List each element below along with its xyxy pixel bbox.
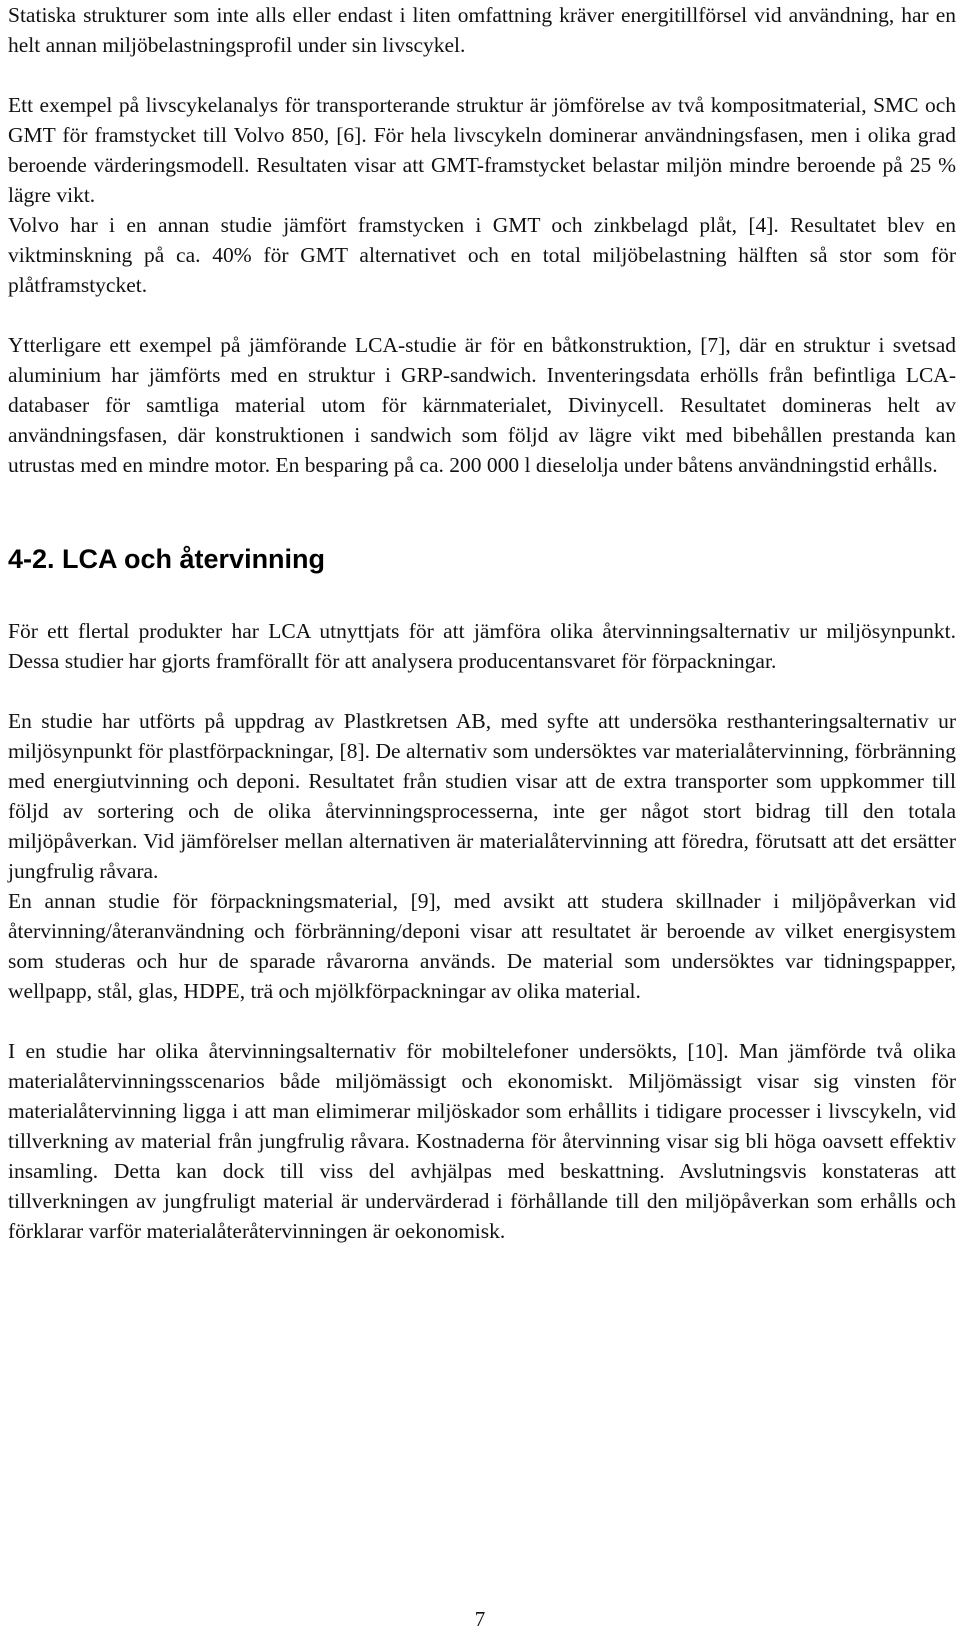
paragraph-volvo-zinc-plate: Volvo har i en annan studie jämfört framstycken i GMT och zinkbelagd plåt, [4]. Resultatet blev en viktminskning på ca. 40% för GMT alternativet och en total miljöbelastning hälften så stor som för plåtframstycket. — [8, 213, 956, 297]
paragraph-packaging-study: En annan studie för förpackningsmaterial, [9], med avsikt att studera skillnader i miljöpåverkan vid återvinning/återanvändning och förbränning/deponi visar att resultatet är beroende av vilket energisystem som studeras och hur de sparade råvarorna används. De material som undersöktes var tidningspapper, wellpapp, stål, glas, HDPE, trä och mjölkförpackningar av olika material. — [8, 889, 956, 1003]
paragraph-mobile-phones-study: I en studie har olika återvinningsalternativ för mobiltelefoner undersökts, [10]. Man jämförde två olika materialåtervinningsscenarios både miljömässigt och ekonomiskt. Miljömässigt visar sig vinsten för materialåtervinning ligga i att man elimimerar miljöskador som erhållits i tidigare processer i livscykeln, vid tillverkning av material från jungfrulig råvara. Kostnaderna för återvinning visar sig bli höga oavsett effektiv insamling. Detta kan dock till viss del avhjälpas med beskattning. Avslutningsvis konstateras att tillverkningen av jungfruligt material är undervärderad i förhållande till den miljöpåverkan som erhålls och förklarar varför materialåteråtervinningen är oekonomisk. — [8, 1039, 956, 1243]
page-number: 7 — [474, 1607, 486, 1631]
section-heading: 4-2. LCA och återvinning — [8, 544, 326, 574]
paragraph-volvo-smc-gmt: Ett exempel på livscykelanalys för transporterande struktur är jömförelse av två kompositmaterial, SMC och GMT för framstycket till Volvo 850, [6]. För hela livscykeln dominerar användningsfasen, men i olika grad beroende värderingsmodell. Resultaten visar att GMT-framstycket belastar miljön mindre beroende på 25 % lägre vikt. — [8, 93, 956, 207]
paragraph-boat-construction: Ytterligare ett exempel på jämförande LCA-studie är för en båtkonstruktion, [7], där en struktur i svetsad aluminium har jämförts med en struktur i GRP-sandwich. Inventeringsdata erhölls från befintliga LCA-databaser för samtliga material utom för kärnmaterialet, Divinycell. Resultatet domineras helt av användningsfasen, där konstruktionen i sandwich som följd av lägre vikt med bibehållen prestanda kan utrustas med en mindre motor. En besparing på ca. 200 000 l dieselolja under båtens användningstid erhålls. — [8, 333, 956, 477]
paragraph-lca-recycling-intro: För ett flertal produkter har LCA utnyttjats för att jämföra olika återvinningsalternativ ur miljösynpunkt. Dessa studier har gjorts framförallt för att analysera producentansvaret för förpackningar. — [8, 619, 956, 673]
document-page — [8, 0, 956, 1246]
paragraph-static-structures: Statiska strukturer som inte alls eller endast i liten omfattning kräver energitillförsel vid användning, har en helt annan miljöbelastningsprofil under sin livscykel. — [8, 3, 956, 57]
paragraph-plastkretsen-study: En studie har utförts på uppdrag av Plastkretsen AB, med syfte att undersöka resthanteringsalternativ ur miljösynpunkt för plastförpackningar, [8]. De alternativ som undersöktes var materialåtervinning, förbränning med energiutvinning och deponi. Resultatet från studien visar att de extra transporter som uppkommer till följd av sortering och de olika återvinningsprocesserna, inte ger något stort bidrag till den totala miljöpåverkan. Vid jämförelser mellan alternativen är materialåtervinning att föredra, förutsatt att det ersätter jungfrulig råvara. — [8, 709, 956, 883]
